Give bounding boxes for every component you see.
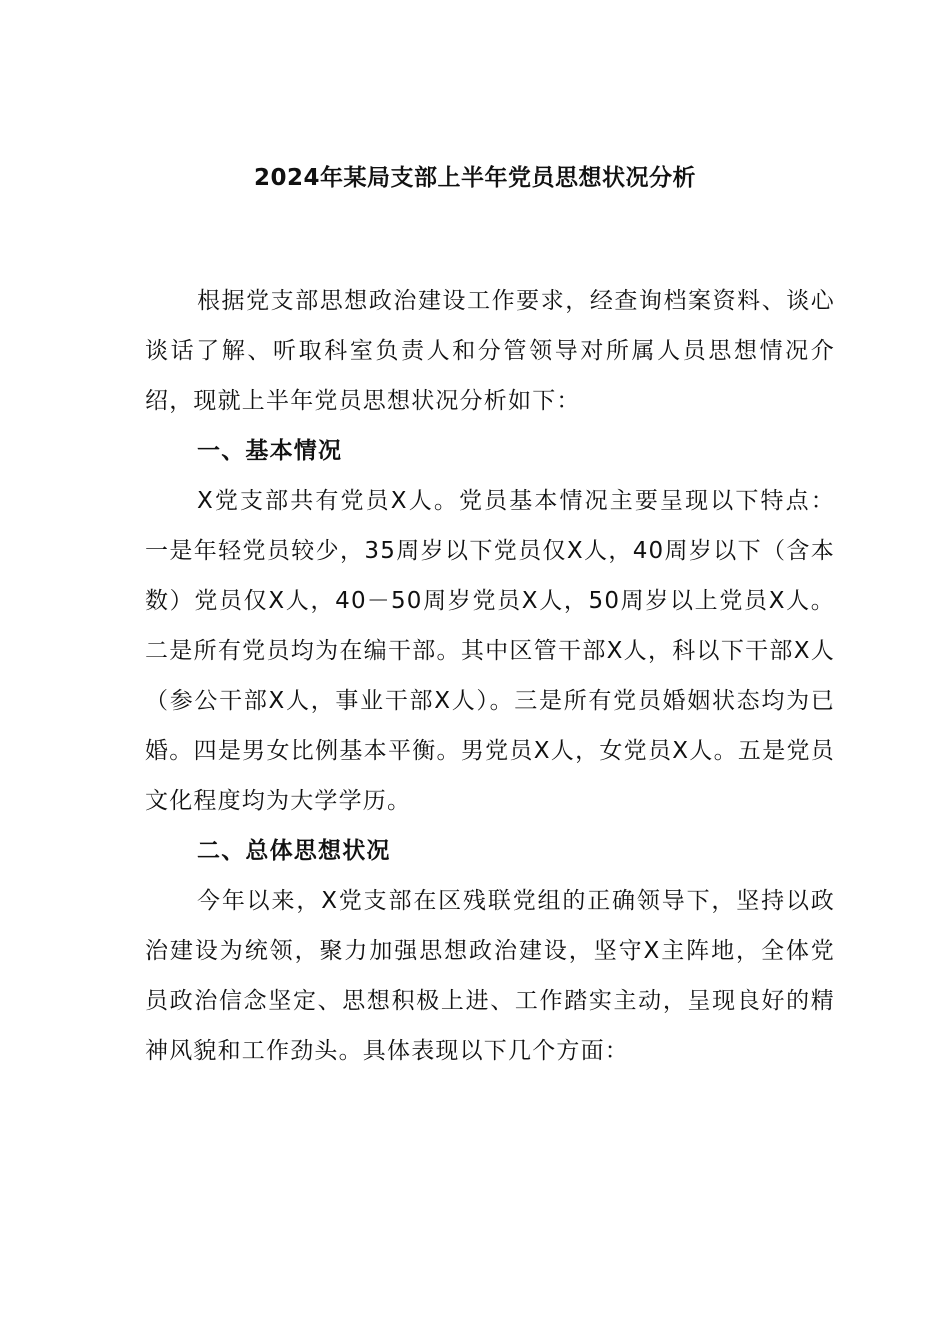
intro-paragraph: 根据党支部思想政治建设工作要求，经查询档案资料、谈心谈话了解、听取科室负责人和分管领导对所属人员思想情况介绍，现就上半年党员思想状况分析如下：	[145, 288, 835, 414]
basic-info-paragraph: X党支部共有党员X人。党员基本情况主要呈现以下特点：一是年轻党员较少，35周岁以下党员仅X人，40周岁以下（含本数）党员仅X人，40－50周岁党员X人，50周岁以上党员X人。二是所有党员均为在编干部。其中区管干部X人，科以下干部X人（参公干部X人，事业干部X人）。三是所有党员婚姻状态均为已婚。四是男女比例基本平衡。男党员X人，女党员X人。五是党员文化程度均为大学学历。	[145, 488, 835, 814]
document-body	[145, 276, 835, 1076]
document-title: 2024年某局支部上半年党员思想状况分析	[253, 165, 696, 191]
overall-thought-paragraph: 今年以来，X党支部在区残联党组的正确领导下，坚持以政治建设为统领，聚力加强思想政治建设，坚守X主阵地，全体党员政治信念坚定、思想积极上进、工作踏实主动，呈现良好的精神风貌和工作劲头。具体表现以下几个方面：	[145, 888, 835, 1064]
section-heading-overall-thought: 二、总体思想状况	[197, 838, 391, 864]
section-heading-basic-info: 一、基本情况	[197, 438, 343, 464]
